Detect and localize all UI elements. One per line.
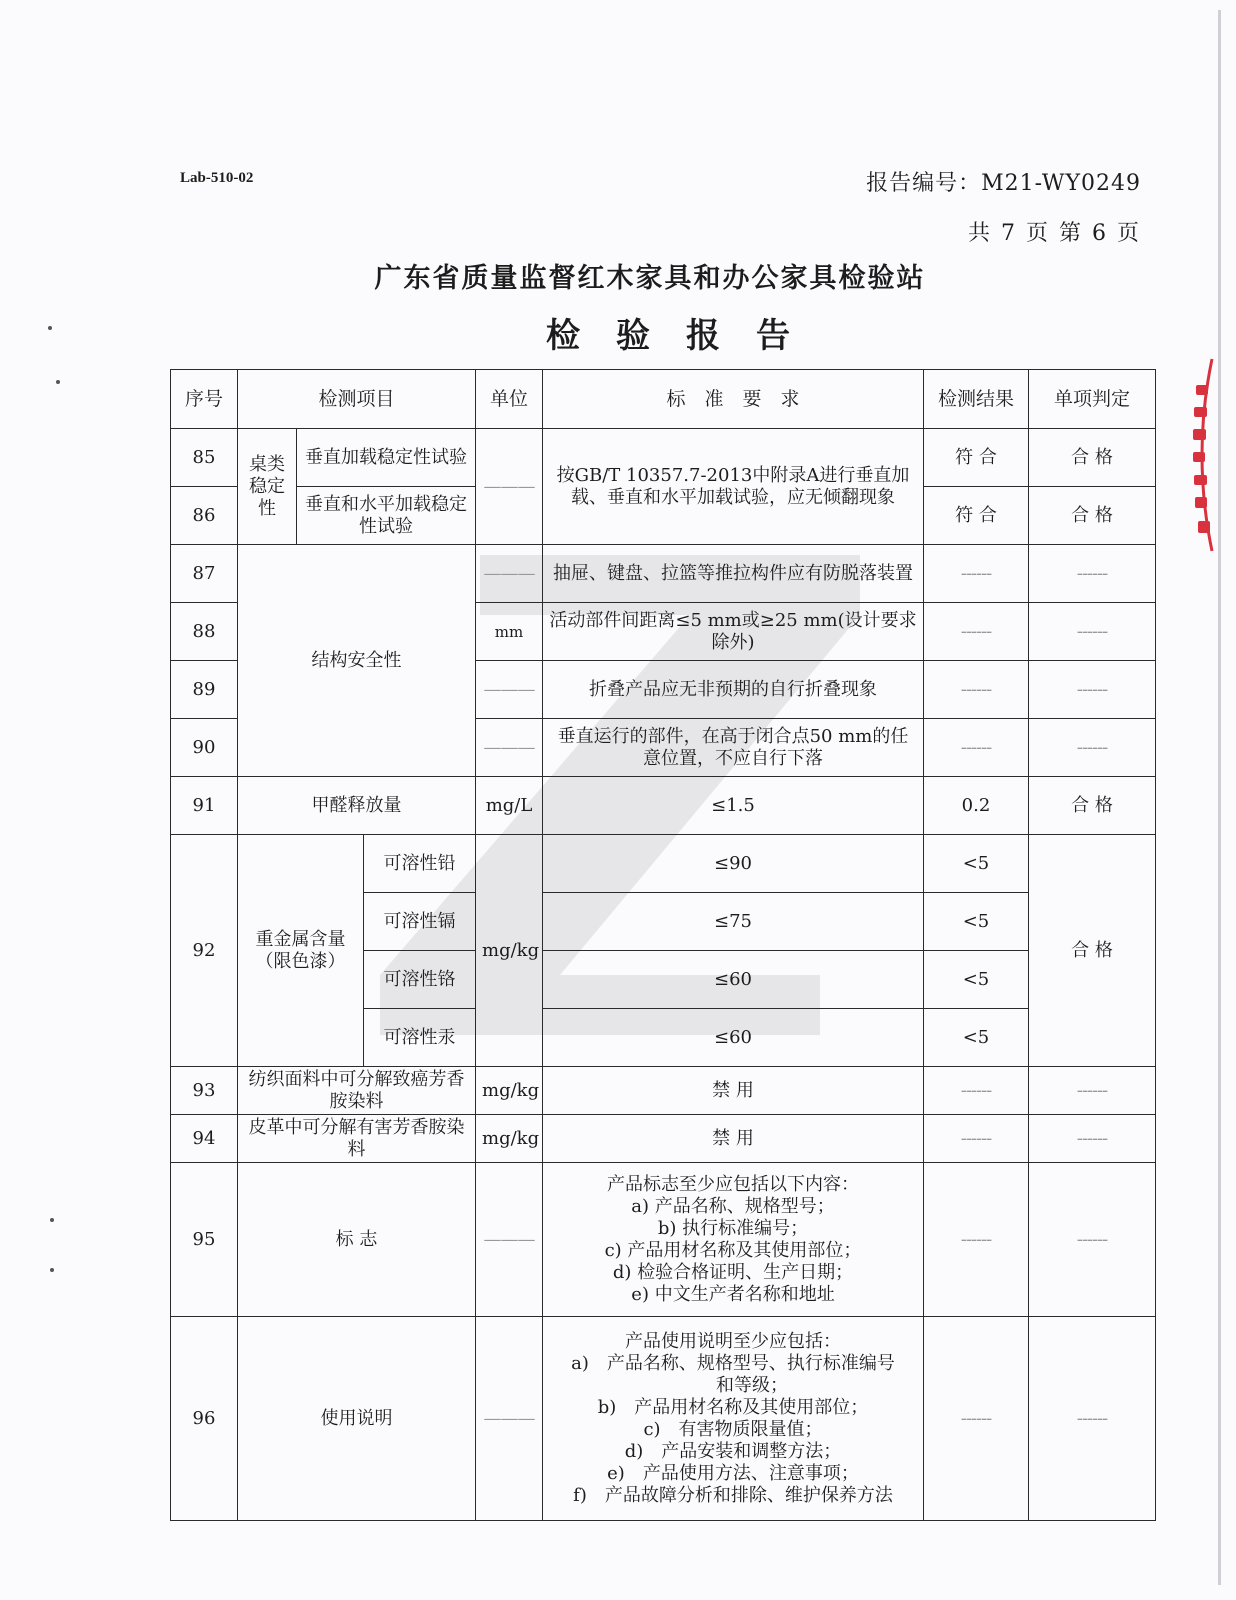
list-item: e) 中文生产者名称和地址	[631, 1283, 835, 1305]
judgment-cell: 合 格	[1029, 487, 1156, 545]
item-cell: 垂直和水平加载稳定性试验	[297, 487, 476, 545]
standard-cell: 禁 用	[543, 1115, 924, 1163]
standard-cell: ≤60	[543, 951, 924, 1009]
item-cell: 甲醛释放量	[238, 777, 476, 835]
seq-cell: 92	[171, 835, 238, 1067]
seq-cell: 89	[171, 661, 238, 719]
standard-cell: ≤1.5	[543, 777, 924, 835]
judgment-cell: ------	[1029, 661, 1156, 719]
judgment-cell: ------	[1029, 1317, 1156, 1521]
standard-cell	[543, 1317, 924, 1521]
list-intro: 产品标志至少应包括以下内容：	[607, 1173, 859, 1195]
report-number: 报告编号：M21-WY0249	[866, 171, 1141, 196]
seq-cell: 94	[171, 1115, 238, 1163]
standard-cell: 抽屉、键盘、拉篮等推拉构件应有防脱落装置	[543, 545, 924, 603]
table-row	[171, 835, 1156, 893]
judgment-cell: 合 格	[1029, 429, 1156, 487]
unit-cell: mm	[476, 603, 543, 661]
seq-cell: 87	[171, 545, 238, 603]
item-cell: 皮革中可分解有害芳香胺染料	[238, 1115, 476, 1163]
judgment-cell: 合 格	[1029, 835, 1156, 1067]
list-item: a) 产品名称、规格型号、执行标准编号	[571, 1352, 895, 1374]
result-cell: <5	[924, 951, 1029, 1009]
standard-cell: 按GB/T 10357.7-2013中附录A进行垂直加载、垂直和水平加载试验，应无倾翻现象	[543, 429, 924, 545]
list-item: f) 产品故障分析和排除、维护保养方法	[573, 1484, 893, 1506]
col-unit: 单位	[476, 370, 543, 429]
item-cell: 可溶性镉	[364, 893, 476, 951]
col-standard: 标 准 要 求	[543, 370, 924, 429]
seq-cell: 85	[171, 429, 238, 487]
unit-cell: mg/L	[476, 777, 543, 835]
seq-cell: 86	[171, 487, 238, 545]
judgment-cell: 合 格	[1029, 777, 1156, 835]
scan-speck	[56, 380, 60, 384]
result-cell: <5	[924, 893, 1029, 951]
result-cell: ------	[924, 1163, 1029, 1317]
list-item: e) 产品使用方法、注意事项；	[607, 1462, 859, 1484]
result-cell: 0.2	[924, 777, 1029, 835]
unit-cell: mg/kg	[476, 1067, 543, 1115]
col-result: 检测结果	[924, 370, 1029, 429]
unit-cell: mg/kg	[476, 1115, 543, 1163]
list-intro: 产品使用说明至少应包括：	[625, 1330, 841, 1352]
result-cell: ------	[924, 1115, 1029, 1163]
judgment-cell: ------	[1029, 1067, 1156, 1115]
judgment-cell: ------	[1029, 603, 1156, 661]
list-item: b) 执行标准编号；	[657, 1217, 809, 1239]
standard-cell	[543, 1163, 924, 1317]
result-cell: <5	[924, 835, 1029, 893]
list-item: d) 检验合格证明、生产日期；	[612, 1261, 854, 1283]
inspection-table	[170, 369, 1156, 1521]
result-cell: ------	[924, 1317, 1029, 1521]
result-cell: ------	[924, 545, 1029, 603]
result-cell: 符 合	[924, 487, 1029, 545]
report-title: 检验报告	[546, 316, 826, 356]
page-edge	[1218, 10, 1221, 1585]
unit-cell: ———	[476, 661, 543, 719]
result-cell: 符 合	[924, 429, 1029, 487]
col-seq: 序号	[171, 370, 238, 429]
list-item: 和等级；	[716, 1374, 788, 1396]
item-cell: 可溶性铅	[364, 835, 476, 893]
standard-cell: 垂直运行的部件，在高于闭合点50 mm的任意位置，不应自行下落	[543, 719, 924, 777]
unit-cell: ———	[476, 545, 543, 603]
organization-title: 广东省质量监督红木家具和办公家具检验站	[374, 263, 926, 294]
judgment-cell: ------	[1029, 1163, 1156, 1317]
lab-code: Lab-510-02	[180, 170, 254, 186]
result-cell: ------	[924, 1067, 1029, 1115]
seq-cell: 96	[171, 1317, 238, 1521]
seq-cell: 93	[171, 1067, 238, 1115]
judgment-cell: ------	[1029, 545, 1156, 603]
item-cell: 垂直加载稳定性试验	[297, 429, 476, 487]
result-cell: ------	[924, 661, 1029, 719]
item-cell: 标 志	[238, 1163, 476, 1317]
judgment-cell: ------	[1029, 719, 1156, 777]
standard-cell: 折叠产品应无非预期的自行折叠现象	[543, 661, 924, 719]
item-cell: 可溶性汞	[364, 1009, 476, 1067]
unit-cell: ———	[476, 429, 543, 545]
scan-speck	[50, 1218, 54, 1222]
result-cell: ------	[924, 603, 1029, 661]
list-item: c) 产品用材名称及其使用部位；	[604, 1239, 862, 1261]
table-row	[171, 1317, 1156, 1521]
table-row	[171, 1163, 1156, 1317]
table-row	[171, 1115, 1156, 1163]
unit-cell: ———	[476, 1163, 543, 1317]
result-cell: <5	[924, 1009, 1029, 1067]
judgment-cell: ------	[1029, 1115, 1156, 1163]
page-count: 共 7 页 第 6 页	[968, 221, 1141, 246]
result-cell: ------	[924, 719, 1029, 777]
standard-cell: 活动部件间距离≤5 mm或≥25 mm(设计要求除外)	[543, 603, 924, 661]
col-judgment: 单项判定	[1029, 370, 1156, 429]
item-cell: 纺织面料中可分解致癌芳香胺染料	[238, 1067, 476, 1115]
table-row	[171, 429, 1156, 487]
col-item: 检测项目	[238, 370, 476, 429]
group-cell: 桌类稳定性	[238, 429, 297, 545]
unit-cell: ———	[476, 719, 543, 777]
seal-stamp-edge	[1186, 355, 1216, 555]
item-cell: 可溶性铬	[364, 951, 476, 1009]
scan-speck	[50, 1268, 54, 1272]
unit-cell: mg/kg	[476, 835, 543, 1067]
seq-cell: 91	[171, 777, 238, 835]
table-row	[171, 1067, 1156, 1115]
list-item: c) 有害物质限量值；	[643, 1418, 823, 1440]
list-item: a) 产品名称、规格型号；	[631, 1195, 835, 1217]
seq-cell: 90	[171, 719, 238, 777]
table-row	[171, 545, 1156, 603]
standard-cell: ≤90	[543, 835, 924, 893]
list-item: b) 产品用材名称及其使用部位；	[597, 1396, 869, 1418]
group-cell: 重金属含量（限色漆）	[238, 835, 364, 1067]
standard-cell: ≤75	[543, 893, 924, 951]
item-cell: 使用说明	[238, 1317, 476, 1521]
header-row	[171, 370, 1156, 429]
unit-cell: ———	[476, 1317, 543, 1521]
standard-cell: 禁 用	[543, 1067, 924, 1115]
seq-cell: 88	[171, 603, 238, 661]
seq-cell: 95	[171, 1163, 238, 1317]
standard-cell: ≤60	[543, 1009, 924, 1067]
table-row	[171, 777, 1156, 835]
group-cell: 结构安全性	[238, 545, 476, 777]
list-item: d) 产品安装和调整方法；	[624, 1440, 842, 1462]
